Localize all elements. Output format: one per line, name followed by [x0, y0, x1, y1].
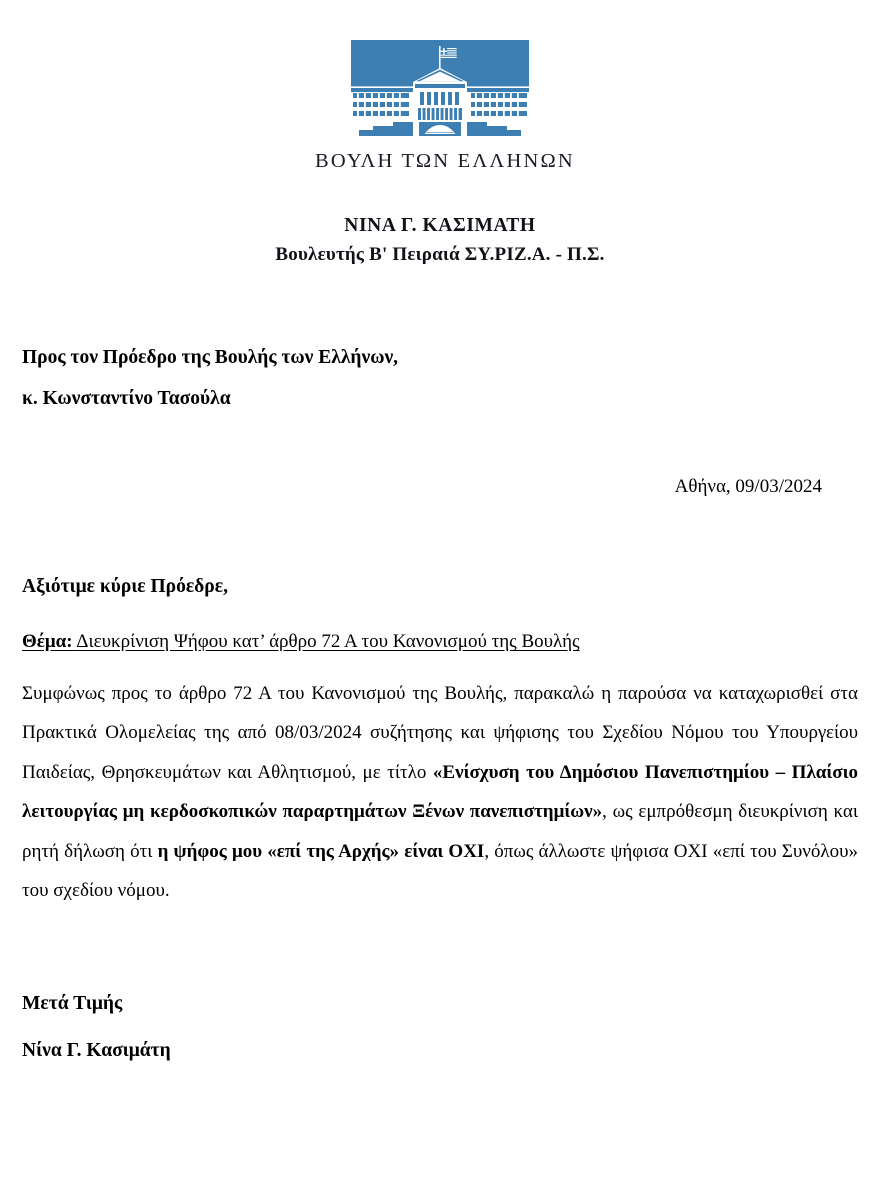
hellenic-parliament-building-icon	[315, 38, 565, 146]
date-line: Αθήνα, 09/03/2024	[674, 475, 822, 497]
salutation: Αξιότιμε κύριε Πρόεδρε,	[22, 575, 228, 597]
hellenic-parliament-logo	[315, 38, 575, 173]
bill-title-bold: «Ενίσχυση του Δημόσιου Πανεπιστημίου – Πλαίσιο λειτουργίας μη κερδοσκοπικών παραρτημάτων Ξένων πανεπιστημίων»	[22, 761, 858, 823]
body-segment-5: , όπως άλλωστε ψήφισα ΟΧΙ «επί του Συνόλου» του σχεδίου νόμου.	[22, 840, 858, 902]
parliament-wordmark: ΒΟΥΛΗ ΤΩΝ ΕΛΛΗΝΩΝ	[315, 150, 575, 172]
subject-text: Διευκρίνιση Ψήφου κατ’ άρθρο 72 Α του Κανονισμού της Βουλής	[72, 630, 580, 652]
mp-name: ΝΙΝΑ Γ. ΚΑΣΙΜΑΤΗ	[344, 215, 536, 236]
subject-label: Θέμα:	[22, 630, 73, 652]
body-segment-1: Συμφώνως προς το άρθρο 72 Α του Κανονισμού της Βουλής, παρακαλώ η παρούσα να καταχωρισθεί στα Πρακτικά Ολομελείας της από 08/03/2024 συζήτησης και ψήφισης του Σχεδίου Νόμου του Υπουργείου Παιδείας, Θρησκευμάτων και Αθλητισμού, με τίτλο	[22, 682, 858, 783]
vote-declaration-bold: η ψήφος μου «επί της Αρχής» είναι ΟΧΙ	[157, 840, 485, 862]
subject-line	[22, 631, 858, 653]
addressee-block	[22, 338, 858, 420]
addressee-line-1: Προς τον Πρόεδρο της Βουλής των Ελλήνων,	[22, 347, 399, 368]
body-paragraph	[22, 674, 858, 911]
closing-block	[22, 981, 858, 1075]
addressee-line-2: κ. Κωνσταντίνο Τασούλα	[22, 387, 231, 409]
closing-salutation: Μετά Τιμής	[22, 992, 123, 1014]
body-segment-3: , ως εμπρόθεσμη διευκρίνιση και ρητή δήλωση ότι	[22, 801, 858, 862]
mp-role: Βουλευτής Β' Πειραιά ΣΥ.ΡΙΖ.Α. - Π.Σ.	[275, 244, 605, 265]
signature-name: Νίνα Γ. Κασιμάτη	[22, 1039, 171, 1061]
letterhead	[22, 0, 858, 266]
